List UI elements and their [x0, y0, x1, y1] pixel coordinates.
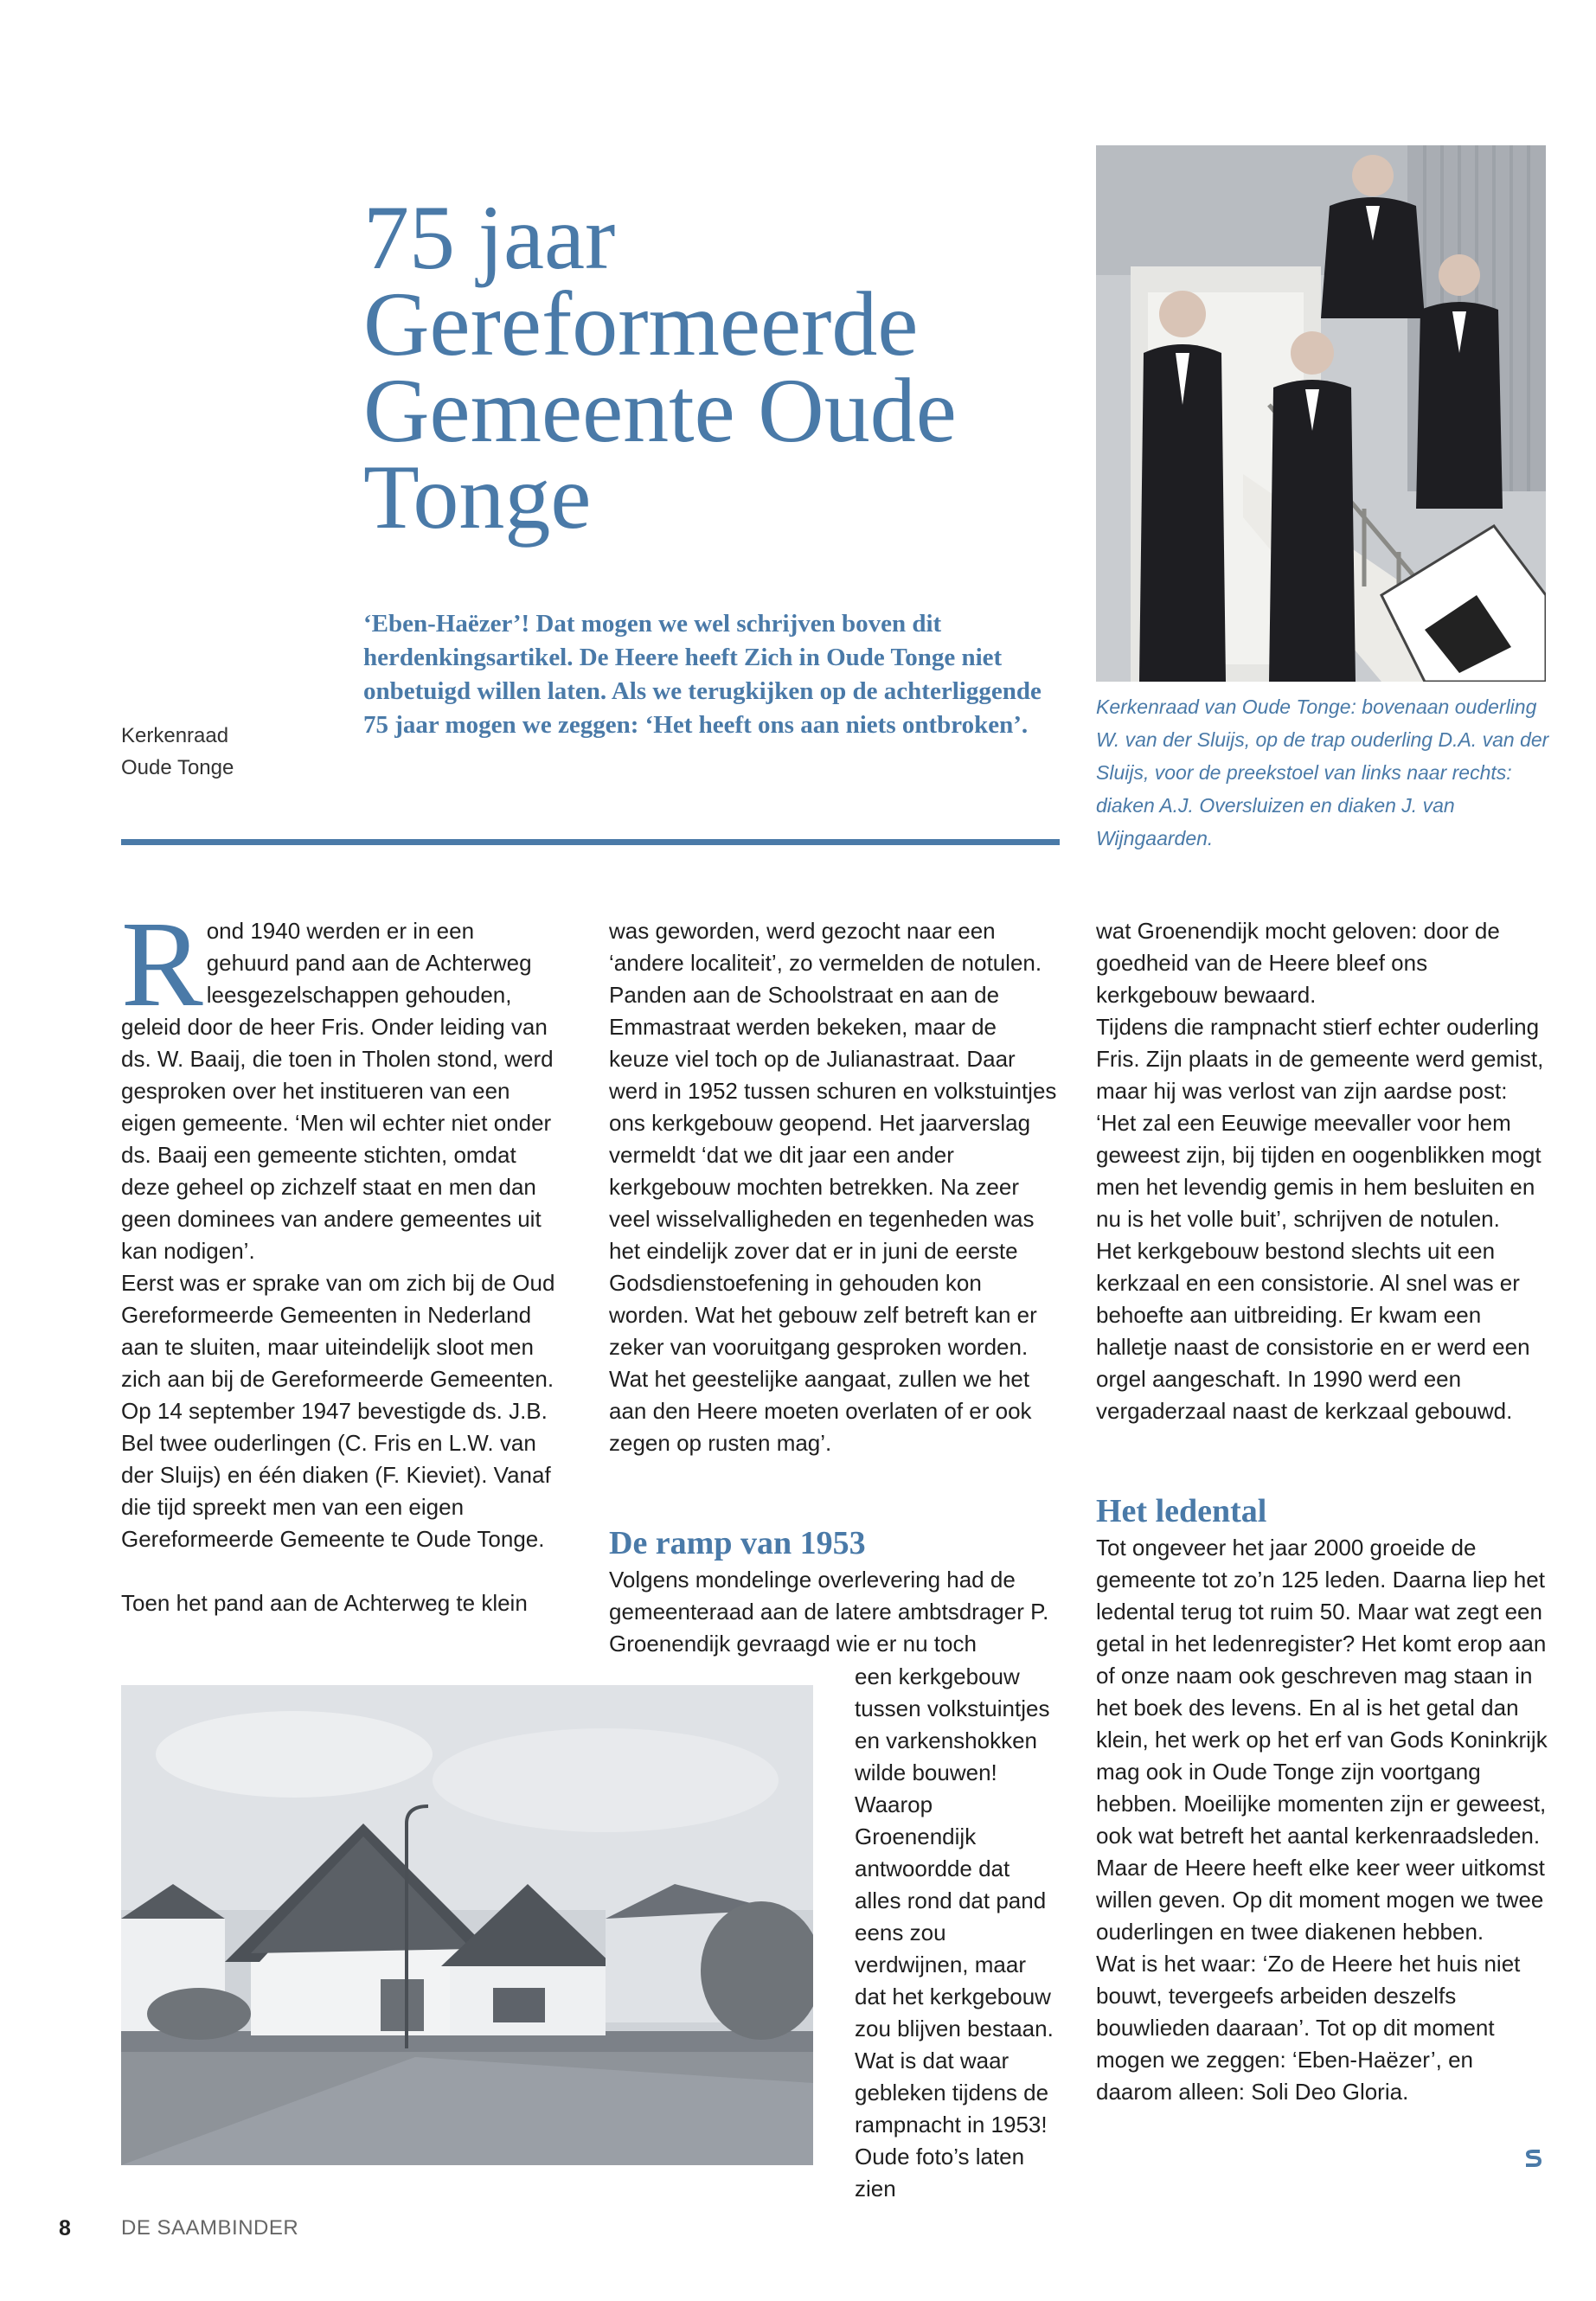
paragraph: Wat is het waar: ‘Zo de Heere het huis niet bouwt, tevergeefs arbeiden deszelfs bouwlieden daaraan’. Tot op dit moment mogen we zeggen: ‘Eben-Haëzer’, en daarom alleen: Soli Deo Gloria. — [1096, 1951, 1521, 2105]
paragraph: was geworden, werd gezocht naar een ‘andere localiteit’, zo vermelden de notulen. Panden aan de Schoolstraat en aan de Emmastraat werden bekeken, maar de keuze viel toch op de Julianastraat. Daar werd in 1952 tussen schuren en volkstuintjes ons kerkgebouw geopend. Het jaarverslag vermeldt ‘dat we dit jaar een ander kerkgebouw mochten betrekken. Na zeer veel wisselvalligheden en tegenheden was het eindelijk zover dat er in juni de eerste Godsdienstoefening in gehouden kon worden. Wat het gebouw zelf betreft kan er zeker van vooruitgang gesproken worden. Wat het geestelijke aangaat, zullen we het aan den Heere moeten overlaten of er ook zegen op rusten mag’. — [609, 918, 1057, 1456]
title-line: Gereformeerde — [363, 273, 919, 375]
paragraph: Tijdens die rampnacht stierf echter ouderling Fris. Zijn plaats in de gemeente werd gemist, maar hij was verlost van zijn aardse post: ‘Het zal een Eeuwige meevaller voor hem geweest zijn, bij tijden en oogenblikken mogt men het levendig gemis in hem besluiten en nu is het volle buit’, schrijven de notulen. — [1096, 1014, 1544, 1232]
body-column-2 — [609, 915, 1059, 1459]
side-label-line: Oude Tonge — [121, 756, 234, 779]
article-intro: ‘Eben-Haëzer’! Dat mogen we wel schrijven boven dit herdenkingsartikel. De Heere heeft Zich in Oude Tonge niet onbetuigd willen laten. Als we terugkijken op de achterliggende 75 jaar mogen we zeggen: ‘Het heeft ons aan niets ontbroken’. — [363, 610, 1042, 739]
page-number: 8 — [59, 2216, 71, 2240]
paragraph-text: ond 1940 werden er in een gehuurd pand aan de Achterweg leesgezelschappen gehouden, geleid door de heer Fris. Onder leiding van ds. W. Baaij, die toen in Tholen stond, werd gesproken over het instituеren van een eigen gemeente. ‘Men wil echter niet onder ds. Baaij een gemeente stichten, omdat deze geheel op zichzelf staat en men dan geen dominees van andere gemeentes uit kan nodigen’. — [121, 918, 554, 1264]
body-column-1 — [121, 895, 558, 1619]
paragraph — [121, 895, 558, 1267]
body-column-3-continued — [1096, 1532, 1550, 2108]
kerkenraad-photo — [1096, 145, 1546, 682]
body-column-3 — [1096, 915, 1550, 1427]
paragraph: een kerkgebouw tussen volkstuintjes en varkenshokken wilde bouwen! Waarop Groenendijk antwoordde dat alles rond dat pand eens zou verdwijnen, maar dat het kerkgebouw zou blijven bestaan. Wat is dat waar gebleken tijdens de rampnacht in 1953! Oude foto’s laten zien — [855, 1663, 1054, 2202]
subheading-ramp: De ramp van 1953 — [609, 1525, 866, 1561]
drop-cap: R — [121, 895, 203, 1032]
title-line: 75 jaar — [363, 187, 616, 288]
article-title — [363, 187, 1090, 548]
title-line: Gemeente Oude — [363, 360, 957, 461]
title-line: Tonge — [363, 446, 592, 548]
side-label-line: Kerkenraad — [121, 724, 229, 747]
church-building-photo — [121, 1685, 813, 2165]
paragraph: Het kerkgebouw bestond slechts uit een kerkzaal en een consistorie. Al snel was er behoefte aan uitbreiding. Er kwam een halletje naast de consistorie en er werd een orgel aangeschaft. In 1990 werd een vergaderzaal naast de kerkzaal gebouwd. — [1096, 1238, 1530, 1424]
paragraph: Eerst was er sprake van om zich bij de Oud Gereformeerde Gemeenten in Nederland aan te sluiten, maar uiteindelijk sloot men zich aan bij de Gereformeerde Gemeenten. Op 14 september 1947 bevestigde ds. J.B. Bel twee ouderlingen (C. Fris en L.W. van der Sluijs) en één diaken (F. Kieviet). Vanaf die tijd spreekt men van een eigen Gereformeerde Gemeente te Oude Tonge. — [121, 1270, 555, 1552]
subheading-ledental: Het ledental — [1096, 1493, 1267, 1529]
side-label — [121, 720, 294, 784]
photo-caption: Kerkenraad van Oude Tonge: bovenaan ouderling W. van der Sluijs, op de trap ouderling D.A. van der Sluijs, voor de preekstoel van links naar rechts: diaken A.J. Oversluizen en diaken J. van Wijngaarden. — [1096, 695, 1549, 849]
paragraph: wat Groenendijk mocht geloven: door de goedheid van de Heere bleef ons kerkgebouw bewaard. — [1096, 918, 1500, 1008]
body-column-2-wrap — [855, 1661, 1059, 2205]
paragraph: Volgens mondelinge overlevering had de gemeenteraad aan de latere ambtsdrager P. Groenendijk gevraagd wie er nu toch — [609, 1567, 1049, 1657]
magazine-name: DE SAAMBINDER — [121, 2216, 299, 2240]
end-mark-icon — [1522, 2148, 1543, 2169]
divider-rule — [121, 839, 1060, 845]
paragraph: Tot ongeveer het jaar 2000 groeide de gemeente tot zo’n 125 leden. Daarna liep het ledental terug tot ruim 50. Maar wat zegt een getal in het ledenregister? Het komt erop aan of onze naam ook geschreven mag staan in het boek des levens. En al is het getal dan klein, het werk op het erf van Gods Koninkrijk mag ook in Oude Tonge zijn voortgang hebben. Moeilijke momenten zijn er geweest, ook wat betreft het aantal kerkenraadsleden. Maar de Heere heeft elke keer weer uitkomst willen geven. Op dit moment mogen we twee ouderlingen en twee diakenen hebben. — [1096, 1535, 1548, 1945]
paragraph: Toen het pand aan de Achterweg te klein — [121, 1590, 528, 1616]
body-column-2-continued — [609, 1564, 1059, 1660]
